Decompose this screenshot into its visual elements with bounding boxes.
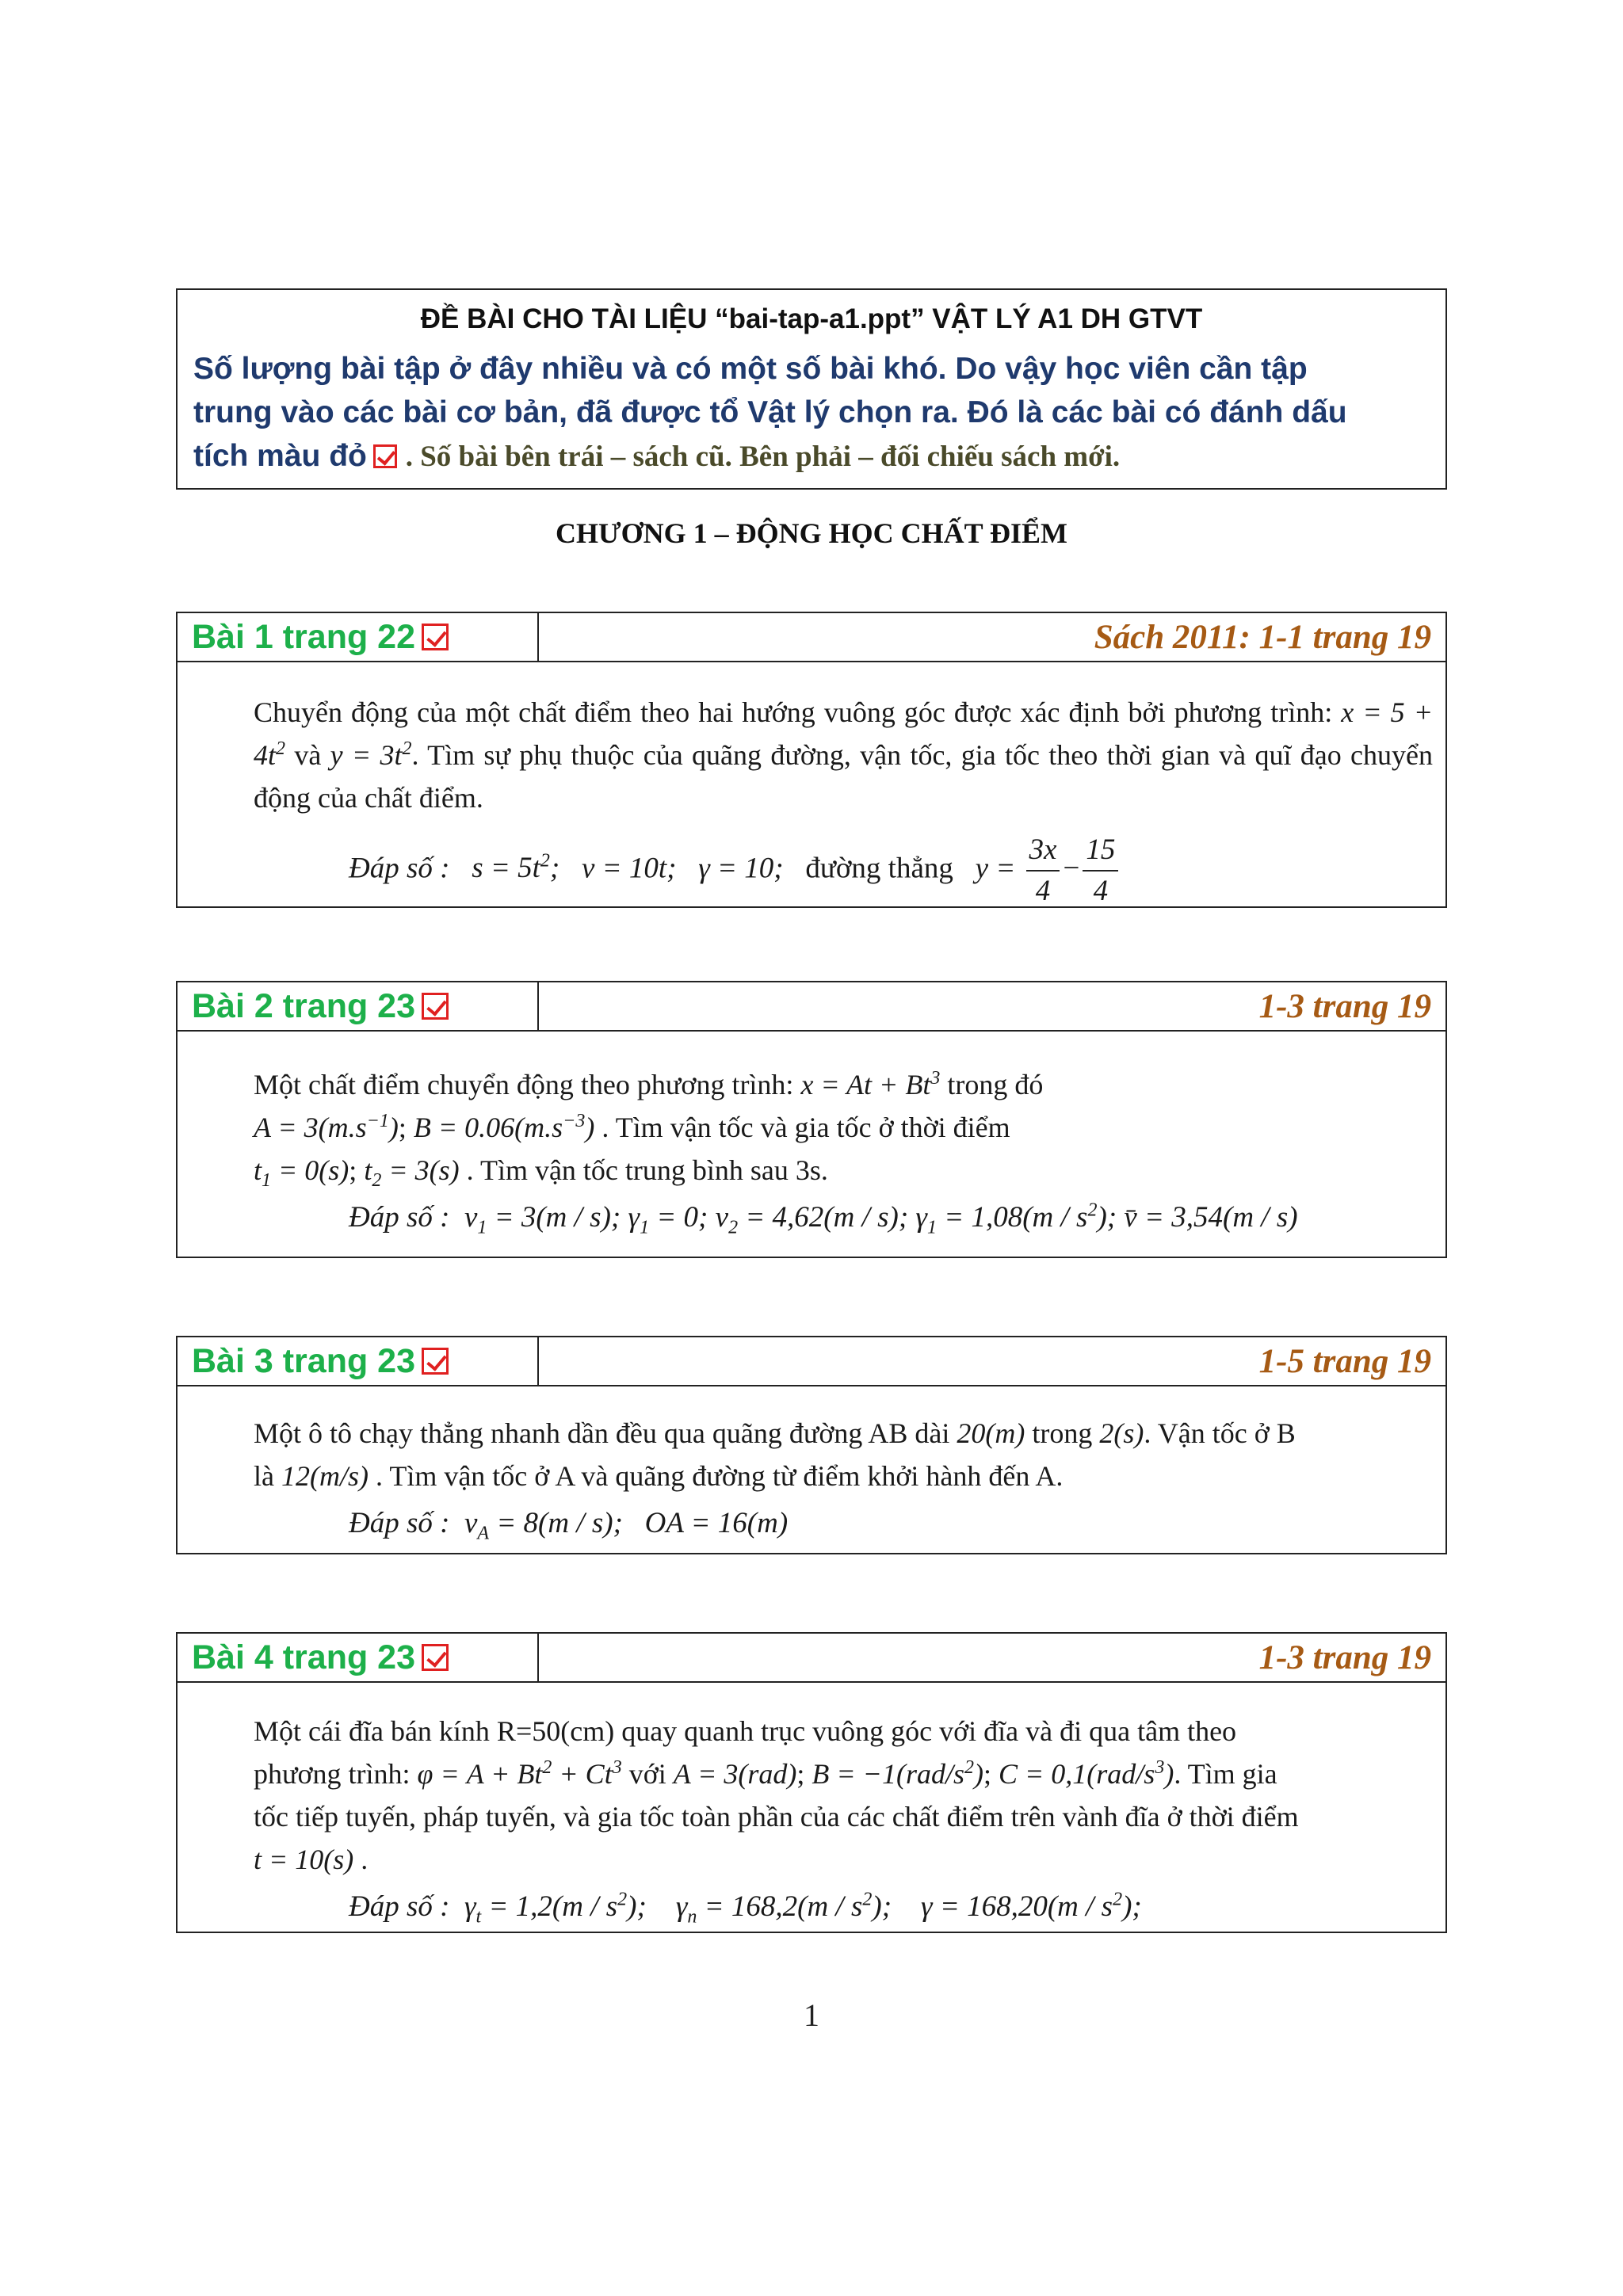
text-segment: t = 10(s): [254, 1844, 354, 1875]
text-segment: A = 3(m.s: [254, 1112, 367, 1143]
problem-text: Một cái đĩa bán kính R=50(cm) quay quanh trục vuông góc với đĩa và đi qua tâm theo phương trình: $\varphi = A + Bt^2 + Ct^3$ với A = 3(rad); $B = -1(rad/s^2)$; $C = 0,1(rad/s^3)$. Tìm gia tốc tiếp tuyến, pháp tuyến, và gia tốc toàn phần của các chất điểm trên vành đĩa ở thời điểm t = 10(s) .: [254, 1715, 1299, 1875]
text-segment: = 8(m / s);: [489, 1507, 623, 1539]
problem-body: [178, 1386, 1445, 1545]
problem-header: [178, 613, 1445, 662]
equation-phi: [418, 1758, 622, 1790]
text-segment: Một cái đĩa bán kính R=50(cm) quay quanh trục vuông góc với đĩa và đi qua tâm theo: [254, 1715, 1237, 1747]
text-segment: = 1,2(m / s: [481, 1890, 618, 1923]
answer-label: Đáp số :: [349, 1890, 450, 1923]
text-segment: v: [715, 1201, 729, 1234]
answer-vavg: v̄ = 3,54(m / s): [1124, 1201, 1298, 1234]
text-segment: γ: [628, 1201, 640, 1234]
subscript: 1: [640, 1217, 650, 1238]
text-segment: v: [464, 1507, 478, 1539]
equation-y: [330, 739, 412, 771]
problem-old-ref: [178, 982, 539, 1030]
problem-box-4: [176, 1632, 1447, 1933]
text-segment: γ = 168,20(m / s: [921, 1890, 1113, 1923]
header-body: [193, 347, 1430, 479]
superscript: 3: [612, 1757, 622, 1778]
fraction-15-4: [1083, 830, 1118, 911]
answer-line: [254, 1886, 1433, 1928]
header-title: ĐỀ BÀI CHO TÀI LIỆU “bai-tap-a1.ppt” VẬT LÝ A1 DH GTVT: [420, 303, 1203, 334]
header-body-line3-text: tích màu đỏ: [193, 439, 367, 473]
superscript: 2: [540, 851, 550, 872]
red-checkbox-icon: [373, 444, 397, 468]
answer-line: [254, 1196, 1433, 1239]
problem-header: [178, 982, 1445, 1032]
text-segment: C = 0,1(rad/s: [999, 1758, 1155, 1790]
answer-gamma1: [628, 1201, 708, 1238]
problem-new-ref: 1-5 trang 19: [1258, 1342, 1431, 1380]
superscript: 2: [862, 1889, 873, 1910]
text-segment: x = 5 + 4t: [254, 696, 1434, 771]
text-segment: B = −1(rad/s: [812, 1758, 964, 1790]
superscript: 2: [542, 1757, 552, 1778]
text-segment: t: [364, 1154, 372, 1186]
superscript: 2: [402, 738, 412, 759]
text-segment: . Tìm vận tốc trung bình sau 3s.: [466, 1154, 828, 1186]
minus-sign: −: [1063, 852, 1080, 885]
text-segment: + Ct: [552, 1758, 613, 1790]
answer-gamma1b: [915, 1199, 1117, 1238]
text-segment: γ: [915, 1201, 927, 1234]
page-number: 1: [804, 1997, 819, 2033]
text-segment: B = 0.06(m.s: [413, 1112, 563, 1143]
text-segment: = 0(s): [271, 1154, 349, 1186]
text-segment: 2(s): [1099, 1417, 1144, 1449]
text-segment: γ: [464, 1890, 476, 1923]
red-checkbox-icon: [422, 624, 449, 650]
text-segment: Một chất điểm chuyển động theo phương trình:: [254, 1069, 794, 1100]
text-segment: trong: [1032, 1417, 1093, 1449]
superscript: 2: [617, 1889, 628, 1910]
problem-old-ref: [178, 1634, 539, 1681]
problem-old-ref-label: Bài 2 trang 23: [192, 986, 415, 1025]
problem-new-ref: Sách 2011: 1-1 trang 19: [1094, 618, 1431, 656]
answer-label: Đáp số :: [349, 852, 450, 885]
equation-C: [999, 1758, 1174, 1790]
text-segment: γ: [675, 1890, 688, 1923]
equation-B: [812, 1758, 983, 1790]
text-segment: );: [1122, 1890, 1142, 1923]
text-segment: . Tìm sự phụ thuộc của quãng đường, vận tốc, gia tốc theo thời gian và: [411, 739, 1247, 771]
superscript: 2: [964, 1757, 974, 1778]
answer-vA: [464, 1507, 623, 1544]
problem-text: Một chất điểm chuyển động theo phương trình: $x = At + Bt^3$ trong đó $A = 3(m.s^{-1})$; $B = 0.06(m.s^{-3})$ . Tìm vận tốc và gia tốc ở thời điểm $t_1 = 0(s)$; $t_2 = 3(s)$ . Tìm vận tốc trung bình sau 3s.: [254, 1068, 1044, 1192]
answer-gamma-t: [464, 1889, 647, 1928]
text-segment: );: [1097, 1201, 1117, 1234]
red-checkbox-icon: [422, 1644, 449, 1671]
text-segment: = 0;: [649, 1201, 708, 1234]
subscript: n: [687, 1906, 697, 1928]
answer-v: v = 10t;: [581, 852, 677, 885]
answer-gamma: γ = 10;: [698, 852, 784, 885]
problem-new-ref: 1-3 trang 19: [1258, 987, 1431, 1025]
text-segment: và: [285, 739, 330, 771]
fraction-denominator: 4: [1093, 875, 1109, 907]
text-segment: = 4,62(m / s);: [738, 1201, 909, 1234]
equation-B: $B = 0.06(m.s^{-3})$: [413, 1111, 595, 1143]
answer-y: y =: [975, 852, 1016, 885]
text-segment: là: [254, 1460, 274, 1492]
header-box: [176, 288, 1447, 490]
text-segment: Một ô tô chạy thẳng nhanh dần đều qua quãng đường AB dài: [254, 1417, 950, 1449]
text-segment: . Tìm gia: [1174, 1758, 1277, 1790]
subscript: A: [477, 1523, 490, 1544]
equation-t2: [364, 1154, 460, 1192]
text-segment: = 168,2(m / s: [697, 1890, 863, 1923]
fraction-denominator: 4: [1035, 875, 1051, 907]
problem-header: [178, 1337, 1445, 1386]
red-checkbox-icon: [422, 1348, 449, 1375]
fraction-3x-4: [1026, 830, 1060, 911]
text-segment: φ = A + Bt: [417, 1758, 543, 1790]
superscript: 2: [1087, 1199, 1098, 1221]
header-body-line1: Số lượng bài tập ở đây nhiều và có một số bài khó. Do vậy học viên cần tập: [193, 352, 1308, 386]
text-segment: . Vận tốc ở B: [1144, 1417, 1296, 1449]
equation-t1: [254, 1154, 349, 1192]
red-checkbox-icon: [422, 993, 449, 1020]
answer-v1: [464, 1201, 621, 1238]
subscript: t: [475, 1906, 482, 1928]
text-segment: x = At + Bt: [800, 1069, 931, 1100]
header-body-line3: [193, 434, 1430, 479]
answer-v2: [715, 1201, 909, 1238]
superscript: −1: [366, 1111, 389, 1131]
superscript: −3: [563, 1111, 586, 1131]
problem-old-ref: [178, 1337, 539, 1385]
text-segment: y = 3t: [330, 739, 403, 771]
answer-label: Đáp số :: [349, 1507, 450, 1539]
answer-line: [254, 830, 1433, 911]
text-segment: . Tìm vận tốc ở A và quãng đường từ điểm khởi hành đến A.: [375, 1460, 1064, 1492]
problem-text: [254, 1412, 1433, 1497]
subscript: 1: [477, 1217, 487, 1238]
problem-box-1: [176, 612, 1447, 908]
text-segment: 12(m/s): [281, 1460, 369, 1492]
answer-gamma: [921, 1890, 1142, 1923]
text-segment: với: [628, 1758, 666, 1790]
problem-old-ref-label: Bài 4 trang 23: [192, 1638, 415, 1676]
problem-header: [178, 1634, 1445, 1683]
fraction-numerator: 15: [1083, 830, 1118, 871]
text-segment: = 3(m / s);: [487, 1201, 621, 1234]
text-segment: );: [627, 1890, 647, 1923]
text-segment: t: [254, 1154, 262, 1186]
superscript: 3: [1155, 1757, 1165, 1778]
problem-body: [178, 662, 1445, 911]
equation-A: $A = 3(m.s^{-1})$: [254, 1111, 399, 1143]
answer-line-text: đường thẳng: [805, 852, 953, 885]
superscript: 2: [276, 738, 286, 759]
problem-body: [178, 1683, 1445, 1928]
problem-text: [254, 691, 1433, 819]
fraction-numerator: 3x: [1026, 830, 1060, 871]
text-segment: ): [973, 1758, 983, 1790]
superscript: 2: [1113, 1889, 1123, 1910]
problem-box-3: [176, 1336, 1447, 1554]
text-segment: quĩ đạo chuyển động của chất điểm.: [254, 739, 1434, 814]
text-segment: phương trình:: [254, 1758, 411, 1790]
text-segment: A = 3(rad): [673, 1758, 797, 1790]
problem-old-ref-label: Bài 3 trang 23: [192, 1341, 415, 1380]
text-segment: Chuyển động của một chất điểm theo hai hướng vuông góc được xác định bởi phương trình:: [254, 696, 1333, 728]
problem-body: [178, 1032, 1445, 1239]
chapter-title: CHƯƠNG 1 – ĐỘNG HỌC CHẤT ĐIỂM: [555, 517, 1067, 549]
answer-OA: OA = 16(m): [644, 1507, 789, 1539]
text-segment: s = 5t: [472, 852, 540, 885]
text-segment: ): [1164, 1758, 1174, 1790]
answer-label: Đáp số :: [349, 1201, 450, 1234]
header-body-line2: trung vào các bài cơ bản, đã được tổ Vật lý chọn ra. Đó là các bài có đánh dấu: [193, 395, 1347, 429]
equation-x: [800, 1069, 940, 1100]
text-segment: tốc tiếp tuyến, pháp tuyến, và gia tốc toàn phần của các chất điểm trên vành đĩa ở thời điểm: [254, 1801, 1299, 1833]
text-segment: v: [464, 1201, 478, 1234]
subscript: 1: [262, 1170, 272, 1192]
text-segment: = 3(s): [381, 1154, 460, 1186]
header-note: . Số bài bên trái – sách cũ. Bên phải – đối chiếu sách mới.: [405, 441, 1121, 473]
superscript: 3: [930, 1068, 941, 1089]
problem-new-ref: 1-3 trang 19: [1258, 1638, 1431, 1676]
subscript: 2: [372, 1170, 382, 1192]
text-segment: .: [361, 1844, 369, 1875]
text-segment: 20(m): [957, 1417, 1025, 1449]
answer-s: $s = 5t^2$;: [472, 851, 560, 885]
text-segment: );: [872, 1890, 892, 1923]
subscript: 1: [927, 1217, 937, 1238]
problem-old-ref: [178, 613, 539, 661]
answer-gamma-n: [675, 1889, 892, 1928]
text-segment: trong đó: [947, 1069, 1044, 1100]
problem-box-2: [176, 981, 1447, 1258]
text-segment: = 1,08(m / s: [937, 1201, 1088, 1234]
problem-old-ref-label: Bài 1 trang 22: [192, 617, 415, 656]
subscript: 2: [728, 1217, 739, 1238]
text-segment: . Tìm vận tốc và gia tốc ở thời điểm: [601, 1112, 1010, 1143]
answer-line: [254, 1502, 1433, 1545]
